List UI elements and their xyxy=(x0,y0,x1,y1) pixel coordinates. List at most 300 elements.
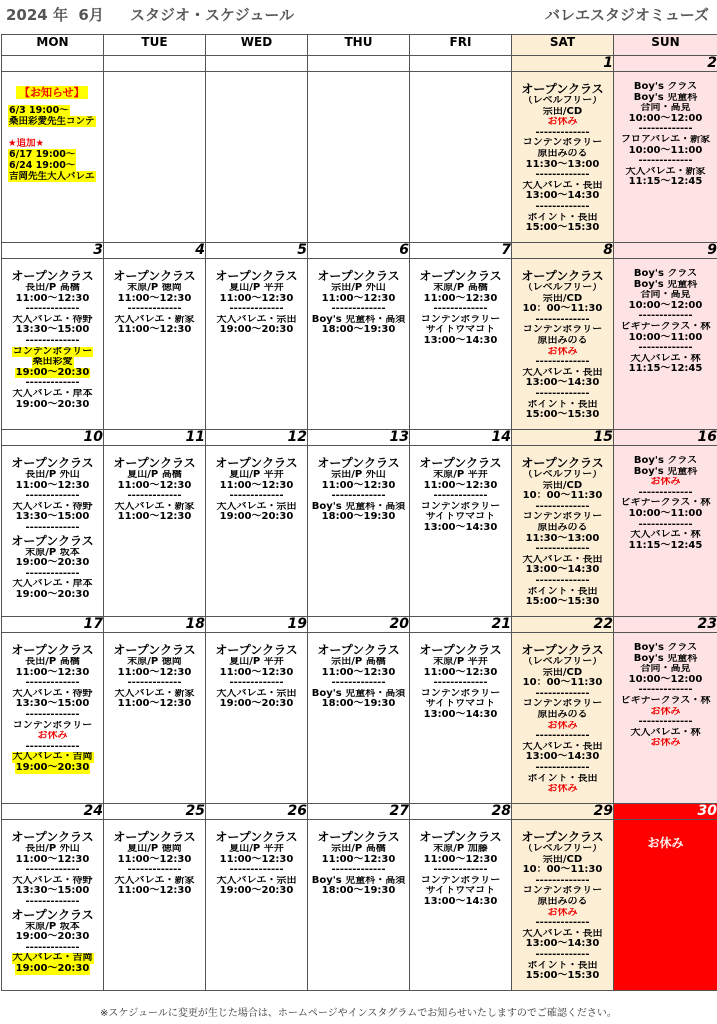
schedule-line: お休み xyxy=(650,738,681,749)
weekday-sun: SUN xyxy=(614,35,717,56)
page-header xyxy=(0,4,717,28)
schedule-line: 長田/P 高橋 xyxy=(25,657,80,667)
schedule-line: 原田みのる xyxy=(537,335,588,346)
date-number: 28 xyxy=(410,804,512,820)
schedule-line: 夏山/P 平井 xyxy=(229,657,284,667)
schedule-line: ------------- xyxy=(331,491,386,502)
schedule-line: お休み xyxy=(547,907,578,918)
schedule-line: 原田みのる xyxy=(537,896,588,907)
schedule-line: オープンクラス xyxy=(215,456,298,470)
schedule-line: ------------- xyxy=(25,378,80,389)
schedule-line: Boy's クラス xyxy=(633,82,698,92)
class-list xyxy=(104,633,205,710)
schedule-line: 13:00～14:30 xyxy=(423,522,498,533)
date-row xyxy=(2,243,717,259)
class-list xyxy=(104,259,205,336)
day-cell xyxy=(512,633,614,804)
schedule-line: コンテンポラリー xyxy=(420,688,501,699)
day-cell xyxy=(512,72,614,243)
day-cell xyxy=(2,72,104,243)
date-number: 3 xyxy=(2,243,104,259)
date-number: 17 xyxy=(2,617,104,633)
class-list xyxy=(104,446,205,523)
schedule-line: 合同・高見 xyxy=(640,290,691,301)
date-number: 15 xyxy=(512,430,614,446)
schedule-line: ------------- xyxy=(25,896,80,907)
schedule-line: オープンクラス xyxy=(317,456,400,470)
schedule-line: ------------- xyxy=(127,678,182,689)
schedule-line: 大人バレエ・宗田 xyxy=(216,875,297,886)
schedule-line: オープンクラス xyxy=(521,82,604,96)
schedule-line: お休み xyxy=(547,784,578,795)
schedule-line: ------------- xyxy=(638,343,693,354)
schedule-line: オープンクラス xyxy=(11,456,94,470)
day-cell xyxy=(2,633,104,804)
schedule-line: ------------- xyxy=(535,201,590,212)
schedule-line: サイトウマコト xyxy=(425,699,496,710)
schedule-line: 末原/P 平井 xyxy=(433,657,488,667)
schedule-line: Boy's クラス xyxy=(633,456,698,466)
schedule-line: 11:00～12:30 xyxy=(321,293,396,304)
day-cell xyxy=(206,72,308,243)
class-list xyxy=(410,259,511,347)
schedule-line: 宗田/P 外山 xyxy=(331,283,386,293)
schedule-line: 11:15～12:45 xyxy=(628,177,703,188)
weekday-sat: SAT xyxy=(512,35,614,56)
schedule-line: 大人バレエ・新家 xyxy=(114,875,195,886)
schedule-line: 大人バレエ・待野 xyxy=(12,314,93,325)
day-cell xyxy=(104,633,206,804)
date-number xyxy=(308,56,410,72)
schedule-row xyxy=(2,633,717,804)
schedule-line: 10：00～11:30 xyxy=(522,865,603,876)
schedule-line: オープンクラス xyxy=(215,643,298,657)
schedule-line: 11:00～12:30 xyxy=(117,667,192,678)
schedule-line: ------------- xyxy=(535,575,590,586)
schedule-line: 夏山/P 平井 xyxy=(229,844,284,854)
schedule-line: ------------- xyxy=(25,678,80,689)
schedule-line: 10:00～12:00 xyxy=(628,300,703,311)
class-list xyxy=(206,259,307,336)
schedule-line: 6/17 19:00～ xyxy=(9,149,76,160)
date-number xyxy=(206,56,308,72)
day-cell xyxy=(308,820,410,991)
class-list xyxy=(2,820,103,975)
schedule-line: オープンクラス xyxy=(521,643,604,657)
schedule-line: お休み xyxy=(650,706,681,717)
day-cell xyxy=(206,446,308,617)
schedule-line: オープンクラス xyxy=(521,269,604,283)
schedule-line: ------------- xyxy=(25,335,80,346)
schedule-line: Boy's 児童科 xyxy=(633,653,698,664)
class-list xyxy=(308,633,409,710)
schedule-line: 11:00～12:30 xyxy=(423,480,498,491)
schedule-line: 11:00～12:30 xyxy=(117,886,192,897)
class-list xyxy=(2,446,103,601)
schedule-line: 18:00～19:30 xyxy=(321,512,396,523)
schedule-line: 長田/P 高橋 xyxy=(25,283,80,293)
schedule-line: オープンクラス xyxy=(113,830,196,844)
schedule-line: 宗田/CD xyxy=(542,293,583,304)
date-row xyxy=(2,56,717,72)
schedule-line: 末原/P 加藤 xyxy=(433,844,488,854)
schedule-line: 11:00～12:30 xyxy=(423,854,498,865)
schedule-line: 13:00～14:30 xyxy=(525,191,600,202)
schedule-line: 6/3 19:00～ xyxy=(9,105,69,116)
schedule-line: 大人バレエ・新家 xyxy=(114,314,195,325)
class-list xyxy=(614,446,717,551)
day-cell xyxy=(2,820,104,991)
class-list xyxy=(2,633,103,774)
schedule-line: 11:15～12:45 xyxy=(628,540,703,551)
date-number: 2 xyxy=(614,56,717,72)
schedule-line: ------------- xyxy=(535,731,590,742)
closed-label: お休み xyxy=(647,836,684,850)
schedule-line: Boy's 児童科・高須 xyxy=(311,314,406,325)
schedule-line: ------------- xyxy=(535,314,590,325)
schedule-line: Boy's 児童科・高須 xyxy=(311,875,406,886)
schedule-line: ------------- xyxy=(638,487,693,498)
schedule-line: ------------- xyxy=(433,678,488,689)
schedule-line: 11:00～12:30 xyxy=(423,667,498,678)
schedule-line: お休み xyxy=(650,477,681,488)
day-cell xyxy=(308,72,410,243)
schedule-line: オープンクラス xyxy=(419,643,502,657)
schedule-line: 桑田彩愛先生コンテ xyxy=(9,116,95,127)
class-list xyxy=(512,259,613,421)
schedule-line: 11:00～12:30 xyxy=(117,854,192,865)
schedule-line: 末原/P 平井 xyxy=(433,470,488,480)
class-list xyxy=(614,633,717,749)
schedule-line: お休み xyxy=(547,720,578,731)
day-cell xyxy=(206,820,308,991)
schedule-line: 10：00～11:30 xyxy=(522,678,603,689)
schedule-line: 13:00～14:30 xyxy=(423,896,498,907)
schedule-line: オープンクラス xyxy=(113,456,196,470)
schedule-line: 大人バレエ・新家 xyxy=(114,688,195,699)
schedule-calendar xyxy=(1,34,717,991)
day-cell xyxy=(614,259,717,430)
schedule-line: ------------- xyxy=(535,357,590,368)
schedule-line: ------------- xyxy=(331,865,386,876)
schedule-line: 宗田/P 高橋 xyxy=(331,844,386,854)
schedule-line: コンテンポラリー xyxy=(522,138,603,149)
schedule-line: ------------- xyxy=(638,156,693,167)
date-number: 27 xyxy=(308,804,410,820)
schedule-line: ------------- xyxy=(25,741,80,752)
day-cell xyxy=(104,72,206,243)
schedule-line: Boy's クラス xyxy=(633,643,698,653)
schedule-line: 大人バレエ・吉岡 xyxy=(12,752,93,763)
schedule-line: ポイント・長田 xyxy=(527,773,598,784)
weekday-wed: WED xyxy=(206,35,308,56)
schedule-line: 大人バレエ・吉岡 xyxy=(12,953,93,964)
date-number: 11 xyxy=(104,430,206,446)
date-number xyxy=(410,56,512,72)
schedule-line: コンテンポラリー xyxy=(12,346,93,357)
day-cell xyxy=(308,633,410,804)
schedule-line: ------------- xyxy=(535,388,590,399)
schedule-line: ------------- xyxy=(433,491,488,502)
class-list xyxy=(410,633,511,721)
schedule-line: Boy's 児童科 xyxy=(633,466,698,477)
schedule-line: お休み xyxy=(547,346,578,357)
schedule-line: 末原/P 坂本 xyxy=(25,547,80,558)
day-cell xyxy=(308,446,410,617)
schedule-row xyxy=(2,820,717,991)
class-list xyxy=(512,72,613,234)
schedule-line: オープンクラス xyxy=(521,456,604,470)
schedule-row xyxy=(2,446,717,617)
date-number: 23 xyxy=(614,617,717,633)
schedule-line: 宗田/CD xyxy=(542,854,583,865)
schedule-line: 宗田/CD xyxy=(542,480,583,491)
schedule-line: 13:00～14:30 xyxy=(525,752,600,763)
notice-title: 【お知らせ】 xyxy=(16,86,88,99)
schedule-line: 11:00～12:30 xyxy=(117,480,192,491)
date-number: 26 xyxy=(206,804,308,820)
schedule-line: ------------- xyxy=(127,491,182,502)
schedule-line: ポイント・長田 xyxy=(527,586,598,597)
date-number: 24 xyxy=(2,804,104,820)
schedule-line: 大人バレエ・宗田 xyxy=(216,688,297,699)
schedule-line: サイトウマコト xyxy=(425,886,496,897)
date-number: 9 xyxy=(614,243,717,259)
schedule-line: 13:30～15:00 xyxy=(15,699,90,710)
schedule-line: 末原/P 徳岡 xyxy=(127,657,182,667)
schedule-line: ------------- xyxy=(331,678,386,689)
schedule-line: ビギナークラス・林 xyxy=(620,695,711,706)
date-number: 18 xyxy=(104,617,206,633)
schedule-line: オープンクラス xyxy=(419,456,502,470)
schedule-line: コンテンポラリー xyxy=(12,720,93,731)
schedule-line: 大人バレエ・長田 xyxy=(522,741,603,752)
schedule-line: 長田/P 外山 xyxy=(25,470,80,480)
date-number: 6 xyxy=(308,243,410,259)
schedule-line: 10：00～11:30 xyxy=(522,491,603,502)
schedule-row xyxy=(2,72,717,243)
day-cell xyxy=(614,820,717,991)
schedule-line: 18:00～19:30 xyxy=(321,886,396,897)
schedule-line: コンテンポラリー xyxy=(522,325,603,336)
schedule-line: 13:30～15:00 xyxy=(15,325,90,336)
schedule-line: 13:00～14:30 xyxy=(525,378,600,389)
schedule-line: ------------- xyxy=(433,304,488,315)
schedule-line: ------------- xyxy=(25,942,80,953)
schedule-line: Boy's 児童科・高須 xyxy=(311,501,406,512)
date-number: 25 xyxy=(104,804,206,820)
schedule-line: （レベルフリー） xyxy=(522,844,603,854)
schedule-line: Boy's クラス xyxy=(633,269,698,279)
schedule-line: ------------- xyxy=(535,949,590,960)
schedule-line: 13:00～14:30 xyxy=(525,939,600,950)
schedule-line: （レベルフリー） xyxy=(522,283,603,293)
schedule-line: 宗田/P 外山 xyxy=(331,470,386,480)
schedule-line: （レベルフリー） xyxy=(522,657,603,667)
day-cell xyxy=(410,259,512,430)
schedule-line: 大人バレエ・新家 xyxy=(114,501,195,512)
schedule-line: 末原/P 坂本 xyxy=(25,921,80,932)
schedule-line: コンテンポラリー xyxy=(420,314,501,325)
schedule-line: 11:00～12:30 xyxy=(15,667,90,678)
class-list xyxy=(2,259,103,410)
schedule-line: 10:00～11:00 xyxy=(628,332,703,343)
schedule-line: 11:00～12:30 xyxy=(15,480,90,491)
schedule-line: ------------- xyxy=(229,491,284,502)
schedule-line: 宗田/CD xyxy=(542,667,583,678)
schedule-line: 夏山/P 平井 xyxy=(229,470,284,480)
schedule-line: 大人バレエ・林 xyxy=(630,727,701,738)
schedule-line: ------------- xyxy=(535,501,590,512)
schedule-line: ------------- xyxy=(535,688,590,699)
notice-box xyxy=(2,72,103,182)
weekday-fri: FRI xyxy=(410,35,512,56)
day-cell xyxy=(206,633,308,804)
schedule-line: ------------- xyxy=(331,304,386,315)
schedule-line: ------------- xyxy=(535,918,590,929)
schedule-line: 宗田/CD xyxy=(542,106,583,117)
date-number: 14 xyxy=(410,430,512,446)
date-number xyxy=(2,56,104,72)
schedule-line: コンテンポラリー xyxy=(522,699,603,710)
schedule-line: コンテンポラリー xyxy=(420,875,501,886)
class-list xyxy=(512,633,613,795)
schedule-line: ------------- xyxy=(535,875,590,886)
schedule-line: 大人バレエ・宗田 xyxy=(216,501,297,512)
schedule-line: 大人バレエ・林 xyxy=(630,353,701,364)
schedule-line: 大人バレエ・岸本 xyxy=(12,388,93,399)
schedule-line: 末原/P 高橋 xyxy=(433,283,488,293)
schedule-line: オープンクラス xyxy=(215,269,298,283)
schedule-line: 19:00～20:30 xyxy=(15,589,90,600)
class-list xyxy=(614,259,717,375)
schedule-line: 19:00～20:30 xyxy=(219,512,294,523)
class-list xyxy=(614,72,717,188)
day-cell xyxy=(410,446,512,617)
date-number: 22 xyxy=(512,617,614,633)
schedule-line xyxy=(8,127,103,138)
schedule-line: ------------- xyxy=(25,304,80,315)
class-list xyxy=(512,446,613,608)
schedule-line: 11:00～12:30 xyxy=(219,854,294,865)
schedule-line: ポイント・長田 xyxy=(527,399,598,410)
day-cell xyxy=(104,446,206,617)
schedule-line: 11:00～12:30 xyxy=(219,293,294,304)
schedule-line: 大人バレエ・長田 xyxy=(522,928,603,939)
schedule-line: ------------- xyxy=(433,865,488,876)
schedule-line: Boy's 児童科・高須 xyxy=(311,688,406,699)
schedule-line: オープンクラス xyxy=(11,643,94,657)
date-number: 19 xyxy=(206,617,308,633)
schedule-line: 大人バレエ・待野 xyxy=(12,688,93,699)
schedule-line: フロアバレエ・新家 xyxy=(620,134,711,145)
schedule-line: 長田/P 外山 xyxy=(25,844,80,854)
class-list xyxy=(104,820,205,897)
date-number: 12 xyxy=(206,430,308,446)
schedule-line: コンテンポラリー xyxy=(420,501,501,512)
schedule-line: 11:30～13:00 xyxy=(525,533,600,544)
schedule-line: 15:00～15:30 xyxy=(525,597,600,608)
schedule-line: 合同・高見 xyxy=(640,103,691,114)
schedule-line: 原田みのる xyxy=(537,709,588,720)
date-number: 16 xyxy=(614,430,717,446)
class-list xyxy=(308,446,409,523)
schedule-line: お休み xyxy=(547,117,578,128)
schedule-line: お休み xyxy=(37,731,68,742)
date-number: 29 xyxy=(512,804,614,820)
class-list xyxy=(410,446,511,534)
schedule-line: オープンクラス xyxy=(11,533,94,548)
schedule-line: 合同・高見 xyxy=(640,664,691,675)
schedule-line: 15:00～15:30 xyxy=(525,223,600,234)
schedule-line: ------------- xyxy=(535,170,590,181)
class-list xyxy=(206,446,307,523)
schedule-line: 11:00～12:30 xyxy=(117,699,192,710)
day-cell xyxy=(308,259,410,430)
schedule-line: ------------- xyxy=(127,865,182,876)
schedule-line: オープンクラス xyxy=(215,830,298,844)
day-cell xyxy=(104,259,206,430)
schedule-line: 夏山/P 平井 xyxy=(229,283,284,293)
schedule-line: 11:00～12:30 xyxy=(117,325,192,336)
date-number: 8 xyxy=(512,243,614,259)
class-list xyxy=(308,820,409,897)
schedule-line: オープンクラス xyxy=(317,830,400,844)
day-cell xyxy=(206,259,308,430)
schedule-line: コンテンポラリー xyxy=(522,886,603,897)
date-number: 30 xyxy=(614,804,717,820)
schedule-line: 大人バレエ・新家 xyxy=(625,166,706,177)
day-cell xyxy=(512,820,614,991)
schedule-line: ------------- xyxy=(127,304,182,315)
date-number: 4 xyxy=(104,243,206,259)
schedule-line: 大人バレエ・林 xyxy=(630,530,701,541)
schedule-line: 19:00～20:30 xyxy=(219,699,294,710)
schedule-line: ------------- xyxy=(25,491,80,502)
schedule-line: 19:00～20:30 xyxy=(219,886,294,897)
schedule-line: ポイント・長田 xyxy=(527,960,598,971)
schedule-row xyxy=(2,259,717,430)
schedule-line: 19:00～20:30 xyxy=(15,399,90,410)
schedule-line: 吉岡先生大人バレエ xyxy=(9,171,95,182)
schedule-line: 大人バレエ・待野 xyxy=(12,875,93,886)
schedule-line: 宗田/P 高橋 xyxy=(331,657,386,667)
schedule-line: 19:00～20:30 xyxy=(15,367,90,378)
schedule-line: オープンクラス xyxy=(419,269,502,283)
schedule-line: Boy's 児童科 xyxy=(633,279,698,290)
weekday-tue: TUE xyxy=(104,35,206,56)
day-cell xyxy=(512,259,614,430)
schedule-line: 19:00～20:30 xyxy=(15,932,90,943)
schedule-line: ------------- xyxy=(25,522,80,533)
schedule-line: ------------- xyxy=(535,544,590,555)
date-row xyxy=(2,430,717,446)
schedule-line: 11:00～12:30 xyxy=(117,512,192,523)
schedule-line: ------------- xyxy=(638,519,693,530)
schedule-line: 桑田彩愛 xyxy=(32,357,73,368)
schedule-line: 11:00～12:30 xyxy=(321,667,396,678)
schedule-line: オープンクラス xyxy=(113,269,196,283)
schedule-line: ------------- xyxy=(535,127,590,138)
schedule-line: オープンクラス xyxy=(11,907,94,922)
schedule-line: 11:00～12:30 xyxy=(321,854,396,865)
schedule-line: 原田みのる xyxy=(537,148,588,159)
date-row xyxy=(2,804,717,820)
class-list xyxy=(308,259,409,336)
schedule-line: サイトウマコト xyxy=(425,325,496,336)
schedule-line: 15:00～15:30 xyxy=(525,971,600,982)
schedule-line: 19:00～20:30 xyxy=(15,558,90,569)
